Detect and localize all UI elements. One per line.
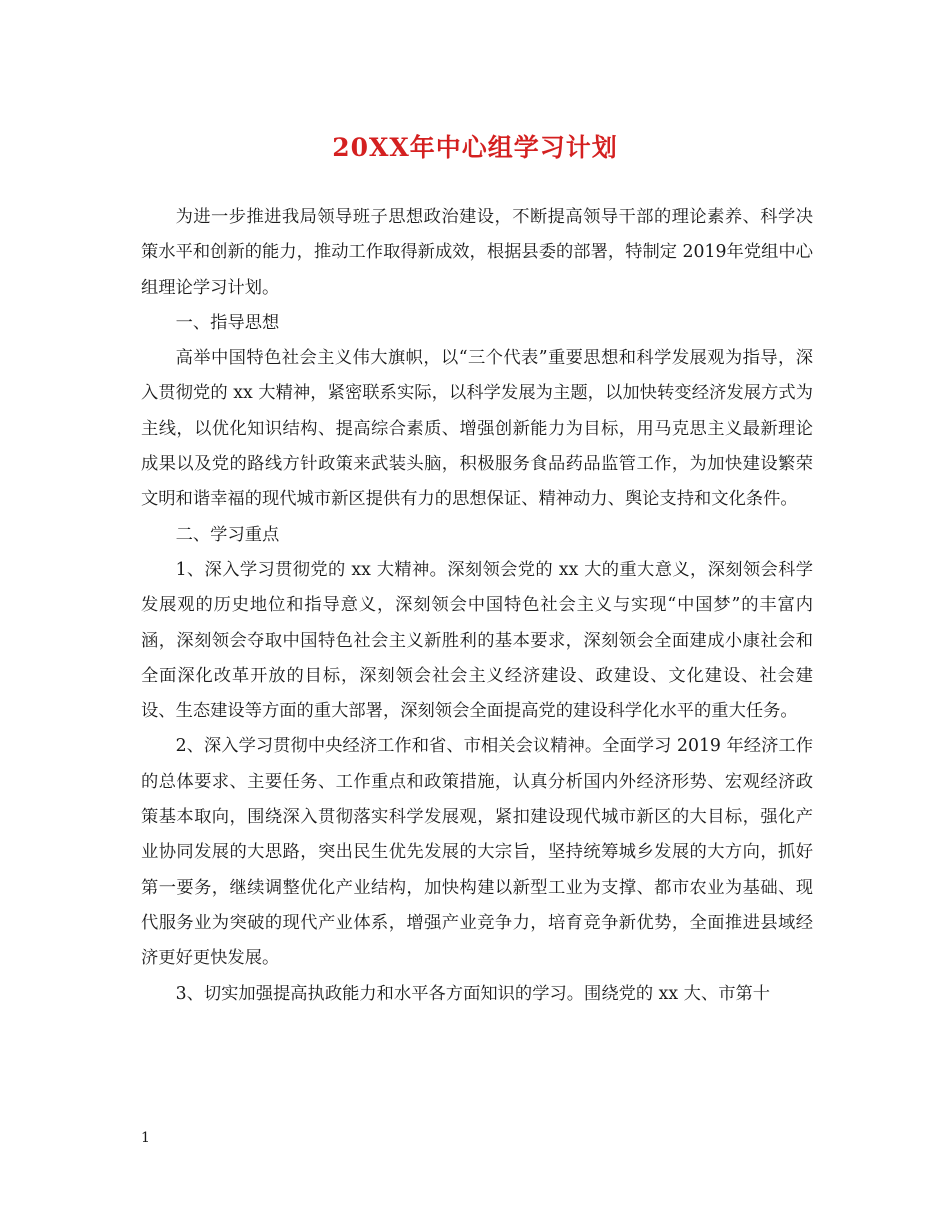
document-title: 20XX年中心组学习计划	[332, 133, 618, 162]
section-heading-guiding-thought: 一、指导思想	[175, 312, 280, 333]
document-body	[141, 200, 813, 1012]
paragraph-focus-3: 3、切实加强提高执政能力和水平各方面知识的学习。围绕党的 xx 大、市第十	[175, 983, 771, 1004]
paragraph-intro: 为进一步推进我局领导班子思想政治建设，不断提高领导干部的理论素养、科学决策水平和创新的能力，推动工作取得新成效，根据县委的部署，特制定 2019年党组中心组理论学习计划。	[141, 207, 813, 298]
page-number: 1	[141, 1130, 150, 1146]
paragraph-focus-2: 2、深入学习贯彻中央经济工作和省、市相关会议精神。全面学习 2019 年经济工作的总体要求、主要任务、工作重点和政策措施，认真分析国内外经济形势、宏观经济政策基本取向，围绕深入贯彻落实科学发展观，紧扣建设现代城市新区的大目标，强化产业协同发展的大思路，突出民生优先发展的大宗旨，坚持统筹城乡发展的大方向，抓好第一要务，继续调整优化产业结构，加快构建以新型工业为支撑、都市农业为基础、现代服务业为突破的现代产业体系，增强产业竞争力，培育竞争新优势，全面推进县域经济更好更快发展。	[141, 736, 813, 969]
paragraph-focus-1: 1、深入学习贯彻党的 xx 大精神。深刻领会党的 xx 大的重大意义，深刻领会科学发展观的历史地位和指导意义，深刻领会中国特色社会主义与实现“中国梦”的丰富内涵，深刻领会夺取中国特色社会主义新胜利的基本要求，深刻领会全面建成小康社会和全面深化改革开放的目标，深刻领会社会主义经济建设、政建设、文化建设、社会建设、生态建设等方面的重大部署，深刻领会全面提高党的建设科学化水平的重大任务。	[141, 559, 813, 722]
section-heading-study-focus: 二、学习重点	[175, 524, 280, 545]
paragraph-guiding-thought: 高举中国特色社会主义伟大旗帜，以“三个代表”重要思想和科学发展观为指导，深入贯彻党的 xx 大精神，紧密联系实际，以科学发展为主题，以加快转变经济发展方式为主线，以优化知识结构、提高综合素质、增强创新能力为目标，用马克思主义最新理论成果以及党的路线方针政策来武装头脑，积极服务食品药品监管工作，为加快建设繁荣文明和谐幸福的现代城市新区提供有力的思想保证、精神动力、舆论支持和文化条件。	[141, 348, 813, 510]
